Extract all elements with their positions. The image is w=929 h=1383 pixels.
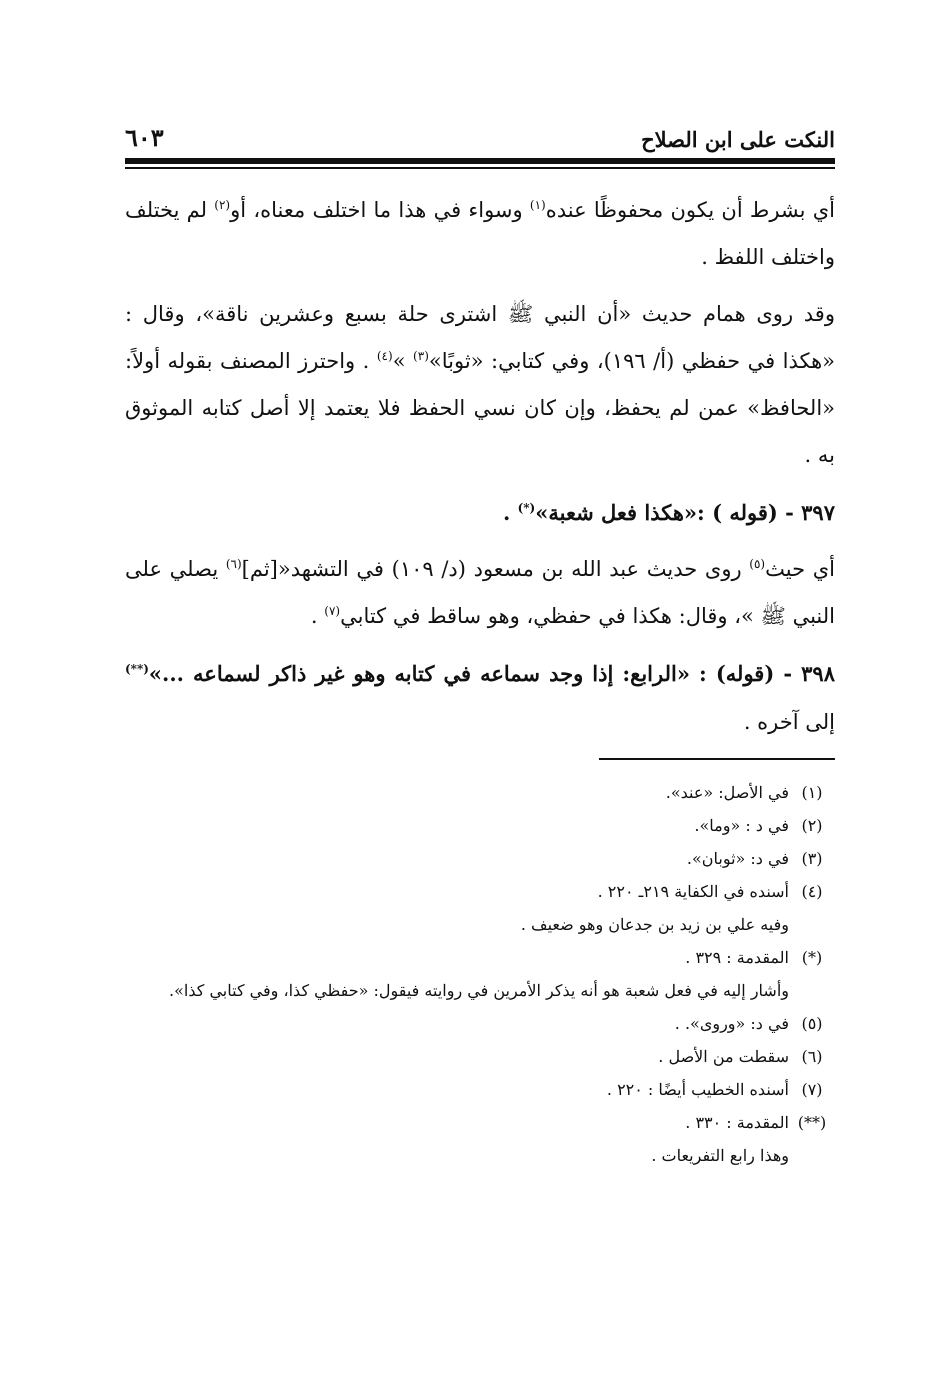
- main-text: [125, 187, 835, 746]
- footnote-ref: (٣): [413, 349, 429, 363]
- footnote-mark: (٤): [801, 882, 823, 901]
- footnote-continuation: وأشار إليه في فعل شعبة هو أنه يذكر الأمرين في روايته فيقول: «حفظي كذا، وفي كتابي كذا».: [169, 981, 789, 1000]
- header-rule-thick: [125, 158, 835, 164]
- footnote-text: المقدمة : ٣٢٩ .: [685, 948, 789, 967]
- footnote-ref: (٦): [225, 557, 242, 571]
- footnote-ref: (٢): [214, 198, 231, 212]
- footnote-separator: [599, 758, 835, 760]
- footnote-7: [125, 1073, 835, 1106]
- footnote-ref: (**): [125, 662, 149, 676]
- footnotes: [125, 776, 835, 1172]
- running-title: النكت على ابن الصلاح: [641, 127, 835, 152]
- footnote-text: أسنده في الكفاية ٢١٩ـ ٢٢٠ .: [597, 882, 789, 901]
- footnote-mark: (٥): [801, 1014, 823, 1033]
- page-header: [125, 110, 835, 152]
- book-page: [125, 110, 835, 1172]
- footnote-mark: (٦): [801, 1047, 823, 1066]
- footnote-5: [125, 1007, 835, 1040]
- footnote-ref: (٥): [749, 557, 766, 571]
- footnote-text: المقدمة : ٣٣٠ .: [685, 1113, 789, 1132]
- footnote-ref: (٤): [376, 349, 393, 363]
- footnote-continuation: وفيه علي بن زيد بن جدعان وهو ضعيف .: [520, 915, 789, 934]
- section-397-heading: ٣٩٧ - (قوله ) :«هكذا فعل شعبة»(*) .: [502, 500, 835, 525]
- page-number: ٦٠٣: [125, 123, 164, 152]
- footnote-3: [125, 842, 835, 875]
- footnote-text: في د: «وروى». .: [674, 1014, 789, 1033]
- footnote-ref: (٧): [324, 604, 341, 618]
- footnote-double-star: [125, 1106, 835, 1139]
- footnote-text: في د : «وما».: [694, 816, 789, 835]
- footnote-ref: (*): [517, 501, 536, 515]
- footnote-text: في د: «ثوبان».: [686, 849, 789, 868]
- footnote-text: أسنده الخطيب أيضًا : ٢٢٠ .: [606, 1080, 789, 1099]
- footnote-2: [125, 809, 835, 842]
- paragraph-3: أي حيث$^{(٥)}$ روى حديث عبد الله بن مسعود (د/ ١٠٩) في التشهد«[ثم]$^{(٦)}$ يصلي على النبي ﷺ »، وقال: هكذا في حفظي، وهو ساقط في كتابي$^{(٧)}$ .: [125, 557, 835, 628]
- footnote-mark: (**): [797, 1113, 827, 1132]
- paragraph-2: وقد روى همام حديث «أن النبي ﷺ اشترى حلة بسبع وعشرين ناقة»، وقال : «هكذا في حفظي (أ/ ١٩٦)، وفي كتابي: «ثوبًا»$^{(٣)}$ »$^{(٤)}$ . واحترز المصنف بقوله أولاً: «الحافظ» عمن لم يحفظ، وإن كان نسي الحفظ فلا يعتمد إلا أصل كتابه الموثوق به .: [125, 302, 836, 467]
- footnote-text: في الأصل: «عند».: [665, 783, 789, 802]
- paragraph-1: أي بشرط أن يكون محفوظًا عنده$^{(١)}$ وسواء في هذا ما اختلف معناه، أو$^{(٢)}$ لم يختلف واختلف اللفظ .: [125, 198, 836, 269]
- header-rule-thin: [125, 167, 835, 169]
- footnote-mark: (٧): [801, 1080, 823, 1099]
- footnote-1: [125, 776, 835, 809]
- footnote-6: [125, 1040, 835, 1073]
- footnote-4: [125, 875, 835, 908]
- footnote-star: [125, 941, 835, 974]
- section-398-heading: ٣٩٨ - (قوله) : «الرابع: إذا وجد سماعه في كتابه وهو غير ذاكر لسماعه ...»(**) إلى آخره .: [125, 661, 835, 734]
- footnote-mark: (١): [801, 783, 823, 802]
- footnote-ref: (١): [529, 198, 546, 212]
- footnote-continuation: وهذا رابع التفريعات .: [651, 1146, 789, 1165]
- footnote-mark: (٢): [801, 816, 823, 835]
- footnote-mark: (٣): [801, 849, 823, 868]
- footnote-text: سقطت من الأصل .: [658, 1047, 789, 1066]
- footnote-mark: (*): [801, 948, 823, 967]
